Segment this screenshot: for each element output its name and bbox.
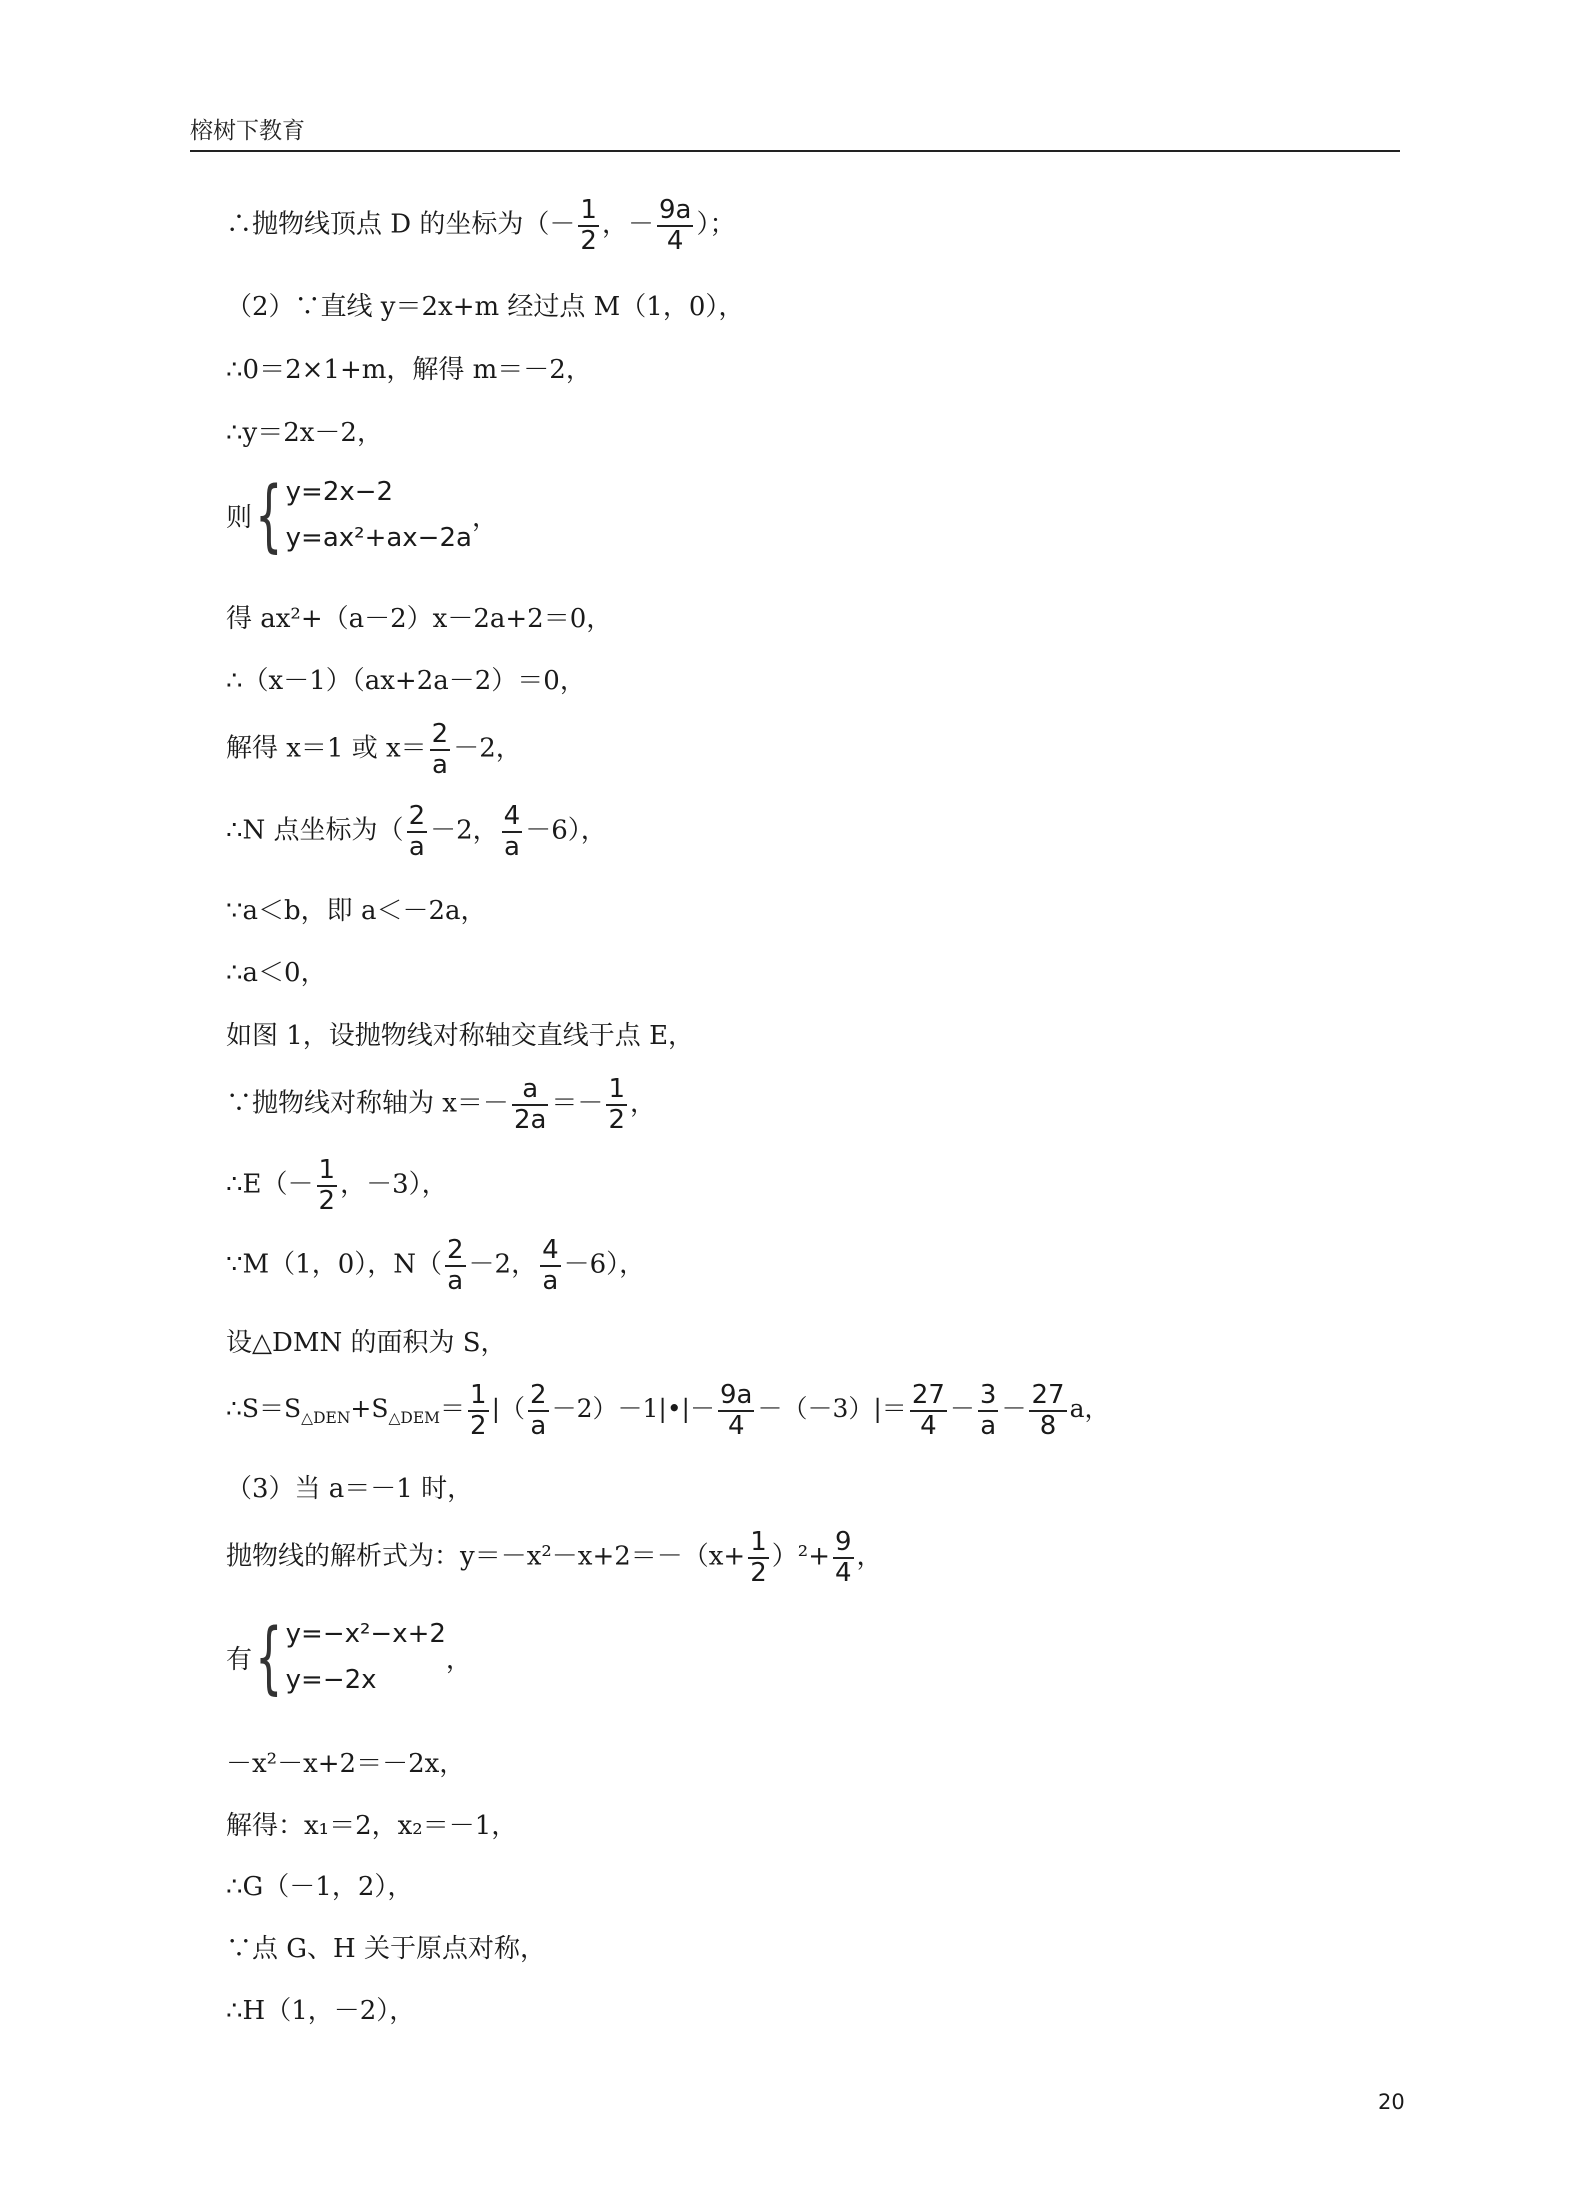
text: ∴抛物线顶点 D 的坐标为（－ [226, 209, 576, 240]
fraction: $\frac{2}{a}$ [431, 719, 449, 780]
solution-line [226, 1528, 883, 1587]
fraction: $\frac{1}{2}$ [580, 195, 597, 256]
equation-system-line [226, 1612, 472, 1703]
text: ∵M（1，0），N（ [226, 1249, 442, 1280]
text: － [1001, 1394, 1027, 1424]
text: ）； [696, 209, 736, 240]
text: ＝ [440, 1394, 466, 1424]
text: ，－3）， [340, 1169, 448, 1200]
subscript: △DEM [388, 1409, 441, 1428]
solution-line: ∵点 G、H 关于原点对称， [226, 1934, 546, 1964]
fraction: $\frac{1}{2}$ [750, 1527, 767, 1588]
text: －2）－1|•|－ [551, 1394, 715, 1424]
solution-line: ∴0＝2×1+m，解得 m＝－2， [226, 355, 592, 385]
solution-line [226, 1236, 645, 1295]
solution-line: ∴G（－1，2）， [226, 1872, 414, 1902]
equation: y=ax²+ax−2a [285, 522, 472, 553]
page-number: 20 [1378, 2090, 1405, 2114]
text: ∴E（－ [226, 1169, 314, 1200]
solution-line: 解得：x₁＝2，x₂＝－1， [226, 1811, 518, 1841]
fraction: $\frac{4}{a}$ [542, 1235, 559, 1296]
solution-line: （3）当 a＝－1 时， [226, 1474, 474, 1504]
solution-line [226, 1156, 448, 1215]
fraction: $\frac{a}{2a}$ [513, 1074, 547, 1135]
solution-line [226, 1075, 656, 1134]
subscript: △DEN [301, 1409, 351, 1428]
solution-line [226, 720, 522, 779]
text: －6）， [563, 1249, 646, 1280]
fraction: $\frac{2}{a}$ [530, 1380, 547, 1441]
solution-line: 得 ax²+（a－2）x－2a+2＝0， [226, 604, 613, 634]
text: 有 [226, 1645, 253, 1675]
fraction: $\frac{9}{4}$ [834, 1527, 852, 1588]
fraction: $\frac{4}{a}$ [503, 801, 521, 862]
fraction: $\frac{9a}{4}$ [658, 195, 692, 256]
text: ， [445, 1645, 472, 1675]
text: ）²+ [771, 1541, 830, 1572]
text: ， [471, 503, 498, 533]
text: ∴S＝S [226, 1394, 302, 1424]
text: －2， [430, 815, 499, 846]
fraction: $\frac{2}{a}$ [408, 801, 426, 862]
fraction: $\frac{1}{2}$ [608, 1074, 625, 1135]
equation: y=−x²−x+2 [285, 1619, 446, 1649]
text: ， [856, 1541, 883, 1572]
text: |（ [491, 1394, 526, 1424]
fraction: $\frac{2}{a}$ [447, 1235, 464, 1296]
text: +S [350, 1394, 389, 1424]
solution-line: 设△DMN 的面积为 S， [226, 1328, 507, 1358]
fraction: $\frac{27}{8}$ [1031, 1380, 1065, 1441]
solution-line: －x²－x+2＝－2x， [226, 1749, 466, 1779]
solution-line [226, 196, 735, 255]
solution-line: （2）∵直线 y＝2x+m 经过点 M（1，0）， [226, 292, 745, 322]
solution-line: ∴y＝2x－2， [226, 418, 383, 448]
fraction: $\frac{9a}{4}$ [719, 1380, 753, 1441]
solution-line: ∴（x－1）（ax+2a－2）＝0， [226, 666, 586, 696]
text: a， [1069, 1394, 1110, 1424]
solution-line: ∵a＜b，即 a＜－2a， [226, 896, 487, 926]
header-title: 榕树下教育 [190, 118, 305, 144]
text: － [949, 1394, 975, 1424]
solution-line: 如图 1，设抛物线对称轴交直线于点 E， [226, 1021, 695, 1051]
page-header [190, 112, 1400, 152]
text: ∵抛物线对称轴为 x＝－ [226, 1088, 509, 1119]
fraction: $\frac{1}{2}$ [318, 1155, 336, 1216]
text: －6）， [525, 815, 607, 846]
fraction: $\frac{27}{4}$ [911, 1380, 945, 1441]
text: 解得 x＝1 或 x＝ [226, 733, 427, 764]
solution-line [226, 1381, 1109, 1440]
fraction: $\frac{3}{a}$ [979, 1380, 997, 1441]
brace: { [255, 470, 283, 561]
text: －2， [453, 733, 522, 764]
text: －（－3）|＝ [757, 1394, 907, 1424]
equation-system [226, 1612, 472, 1703]
equation-system-line [226, 470, 498, 561]
equation: y=2x−2 [285, 477, 394, 507]
solution-line: ∴a＜0， [226, 958, 327, 988]
fraction: $\frac{1}{2}$ [470, 1380, 487, 1441]
text: 则 [226, 503, 253, 533]
text: ， [629, 1088, 656, 1119]
text: －2， [468, 1249, 538, 1280]
text: 抛物线的解析式为：y＝－x²－x+2＝－（x+ [226, 1541, 746, 1572]
text: ，－ [601, 209, 654, 240]
equation-system [226, 470, 498, 561]
brace: { [255, 1612, 283, 1703]
solution-line: ∴H（1，－2）， [226, 1996, 416, 2026]
text: ＝－ [551, 1088, 604, 1119]
equation: y=−2x [285, 1664, 377, 1695]
text: ∴N 点坐标为（ [226, 815, 404, 846]
solution-line [226, 802, 607, 861]
